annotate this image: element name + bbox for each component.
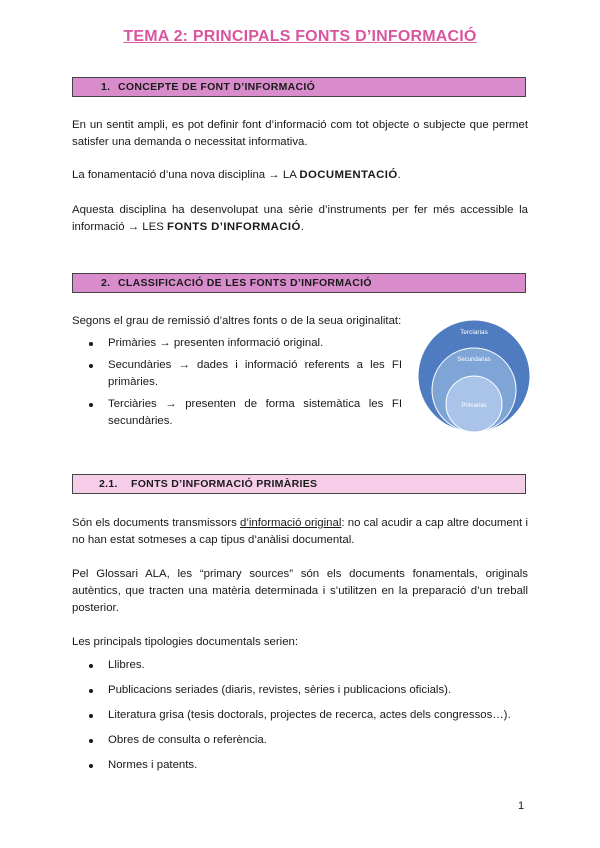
underlined-term: d’informació original — [240, 517, 342, 529]
list-item: Llibres. — [72, 657, 528, 674]
list-item: Normes i patents. — [72, 757, 528, 774]
section-heading-primaries — [72, 474, 526, 494]
classification-intro: Segons el grau de remissió d’altres fonts o de la seua originalitat: — [72, 315, 402, 327]
list-item: Literatura grisa (tesis doctorals, projectes de recerca, actes dels congressos…). — [72, 707, 528, 724]
document-title: TEMA 2: PRINCIPALS FONTS D’INFORMACIÓ — [123, 28, 477, 45]
section-heading-text: FONTS D’INFORMACIÓ PRIMÀRIES — [131, 478, 318, 490]
paragraph-definition: En un sentit ampli, es pot definir font d’informació com tot objecte o subjecte que permet satisfer una demanda o necessitat informativa. — [72, 119, 528, 148]
secondary-label: Secundarias — [457, 357, 491, 363]
page-number: 1 — [518, 800, 525, 812]
primary-label: Primarias — [461, 403, 487, 409]
paragraph-glossari: Pel Glossari ALA, les “primary sources” són els documents fonamentals, originals autèntics, que tracten una matèria determinada i s’utilitzen en la preparació d’un treball posterior. — [72, 568, 528, 614]
paragraph-fonts — [72, 202, 528, 236]
section-heading-text: CONCEPTE DE FONT D’INFORMACIÓ — [118, 81, 316, 93]
section-number: 2. — [101, 277, 111, 289]
source-levels-diagram — [416, 318, 532, 434]
paragraph-tipologies: Les principals tipologies documentals serien: — [72, 636, 299, 648]
list-item: Primàries → presenten informació original. — [72, 335, 402, 352]
classification-list — [72, 335, 402, 430]
tipologies-list — [72, 657, 528, 774]
list-item: Secundàries → dades i informació referents a les FI primàries. — [72, 357, 402, 391]
tertiary-label: Terciarias — [460, 329, 488, 336]
section-heading-concepte — [72, 77, 526, 97]
section-heading-classificacio — [72, 273, 526, 293]
text-fragment: Aquesta disciplina ha desenvolupat una sèrie d’instruments per fer més accessible la informació → LES — [72, 204, 528, 233]
list-item: Publicacions seriades (diaris, revistes, sèries i publicacions oficials). — [72, 682, 528, 699]
paragraph-primaries-definition — [72, 515, 528, 549]
section-number: 1. — [101, 81, 111, 93]
text-fragment: . — [300, 221, 304, 233]
list-item: Terciàries → presenten de forma sistemàtica les FI secundàries. — [72, 396, 402, 430]
section-heading-text: CLASSIFICACIÓ DE LES FONTS D’INFORMACIÓ — [118, 277, 372, 289]
text-fragment: La fonamentació d’una nova disciplina → LA — [72, 169, 300, 181]
bold-term: DOCUMENTACIÓ — [299, 169, 398, 181]
text-fragment: . — [397, 169, 401, 181]
list-item: Obres de consulta o referència. — [72, 732, 528, 749]
text-fragment: : no cal acudir a cap altre document i no han estat sotmeses a cap tipus d’anàlisi documental. — [72, 517, 528, 546]
section-number: 2.1. — [99, 478, 118, 490]
paragraph-documentacio — [72, 167, 528, 184]
bold-term: FONTS D’INFORMACIÓ — [166, 221, 301, 233]
text-fragment: Són els documents transmissors — [72, 517, 240, 529]
